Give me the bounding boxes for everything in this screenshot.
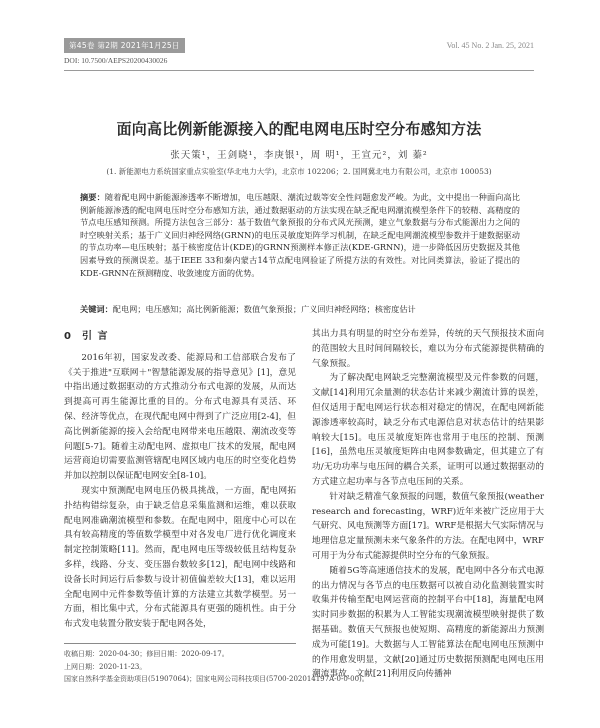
volume-info-english: Vol. 45 No. 2 Jan. 25, 2021 <box>446 41 534 50</box>
section-number: 0 <box>64 331 72 342</box>
footnote-online: 上网日期：2020-11-23。 <box>64 662 147 671</box>
paper-title: 面向高比例新能源接入的配电网电压时空分布感知方法 <box>116 120 482 138</box>
footnote-received: 收稿日期：2020-04-30；修回日期：2020-09-17。 <box>64 650 229 658</box>
footnotes <box>64 643 369 686</box>
intro-paragraph: 现实中预测配电网电压仍极具挑战，一方面，配电网拓扑结构错综复杂，由于缺乏信息采集监测和运维，难以获取配电网准确潮流模型和参数。在配电网中，阻度中心可以在具有较高精度的等值数学模型中对各发电厂进行优化调度来制定控制策略[11]。然而，配电网电压等级较低且结构复杂多样，线路、分支、变压器台数较多[12]，配电网中线路和设备长时间运行后参数与设计初值偏差较大[13]，难以运用全配电网中元件参数等值计算的方法建立其数学模型。另一方面，相比集中式，分布式能源具有更强的随机性。由于分布式发电装置分散安装于配电网各处， <box>64 485 296 630</box>
section-heading <box>64 330 296 345</box>
keywords-text: 配电网；电压感知；高比例新能源；数值气象预报；广义回归神经网络；核密度估计 <box>112 304 416 314</box>
section-title: 引 言 <box>81 331 109 342</box>
journal-header <box>64 38 534 53</box>
body-paragraph: 针对缺乏精准气象预报的问题，数值气象预报(weather research and forecasting，WRF)近年来被广泛应用于大气研究、风电预测等方面[17]。WRF是根据大气实际情况与地理信息定量预测未来气象条件的方法。在配电网中，WRF可用于为分布式能源提供时空分布的气象预报。 <box>312 491 544 561</box>
body-paragraph: 其出力具有明显的时空分布差异，传统的天气预报技术面向的范围较大且时间间隔较长，难以为分布式能源提供精确的气象预报。 <box>312 329 544 369</box>
header-rule <box>64 70 534 71</box>
right-column <box>312 327 544 682</box>
abstract <box>80 191 520 279</box>
affiliations: (1. 新能源电力系统国家重点实验室(华北电力大学)，北京市 102206；2. 国网冀北电力有限公司，北京市 100053) <box>106 167 492 176</box>
body-paragraph: 随着5G等高速通信技术的发展，配电网中各分布式电源的出力情况与各节点的电压数据可以被自动化监测装置实时收集并传输至配电网运营商的控制平台中[18]，海量配电网实时同步数据的积累为人工智能实现潮流模型映射提供了数据基础。数值天气预报也使短期、高精度的新能源出力预测成为可能[19]。大数据与人工智能算法在配电网电压预测中的作用愈发明显，文献[20]通过历史数据预测配电网电压用潮流事故，文献[21]利用反向传播神 <box>312 565 544 680</box>
keywords <box>80 304 520 315</box>
body-paragraph: 为了解决配电网缺乏完整潮流模型及元件参数的问题，文献[14]利用冗余量测的状态估计来减少潮流计算的误差，但仅适用于配电网运行状态相对稳定的情况，在配电网新能源渗透率较高时，缺乏分布式电源信息对状态估计的结果影响较大[15]。电压灵敏度矩阵也常用于电压的控制、预测[16]，虽然电压灵敏度矩阵由电网参数确定，但其建立了有功/无功功率与电压间的耦合关系，证明可以通过数据驱动的方式建立起功率与各节点电压间的关系。 <box>312 373 544 487</box>
volume-badge: 第45卷 第2期 2021年1月25日 <box>64 38 185 53</box>
abstract-text: 随着配电网中新能源渗透率不断增加，电压越限、潮流过载等安全性问题愈发严峻。为此，文中提出一种面向高比例新能源渗透的配电网电压时空分布感知方法，通过数据驱动的方法实现在缺乏配电网潮流模型条件下的较精、高精度的节点电压感知预测。所提方法包含三部分：基于数值气象预报的分布式风光预测，建立气象数据与分布式能源出力之间的时空映射关系；基于广义回归神经网络(GRNN)的电压灵敏度矩阵学习机制，在缺乏配电网潮流模型参数并于建数据驱动的节点功率—电压映射；基于核密度估计(KDE)的GRNN预测样本修正法(KDE-GRNN)，进一步降低因历史数据及其他因素导致的预测误差。基于IEEE 33和秦内蒙古14节点配电网验证了所提方法的有效性。对比同类算法，验证了提出的KDE-GRNN在预测精度、收敛速度方面的优势。 <box>80 192 520 278</box>
intro-paragraph: 2016年初，国家发改委、能源局和工信部联合发布了《关于推进"互联网＋"智慧能源发展的指导意见》[1]，意见中指出通过数据驱动的方式推动分布式电源的发展，从而达到提高可再生能源比重的目的。分布式电源具有灵活、环保、经济等优点，在现代配电网中得到了广泛应用[2-4]，但高比例新能源的接入会给配电网带来电压越限、潮流改变等问题[5-7]。随着主动配电网、虚拟电厂技术的发展，配电网运营商迫切需要监测管辖配电网区域内电压的时空变化趋势并加以控制以保证配电网安全[8-10]。 <box>64 352 296 482</box>
footnote-funding: 国家自然科学基金资助项目(51907064)；国家电网公司科技项目(5700-202014197A-0-0-00)。 <box>64 675 369 683</box>
doi: DOI: 10.7500/AEPS20200430026 <box>64 56 168 65</box>
author-list: 张天策¹，王剑晓¹，李庚银¹，周 明¹，王宣元²，刘 蓁² <box>170 150 428 161</box>
left-column <box>64 327 296 632</box>
abstract-label: 摘要： <box>80 192 105 202</box>
keywords-label: 关键词： <box>80 304 113 314</box>
